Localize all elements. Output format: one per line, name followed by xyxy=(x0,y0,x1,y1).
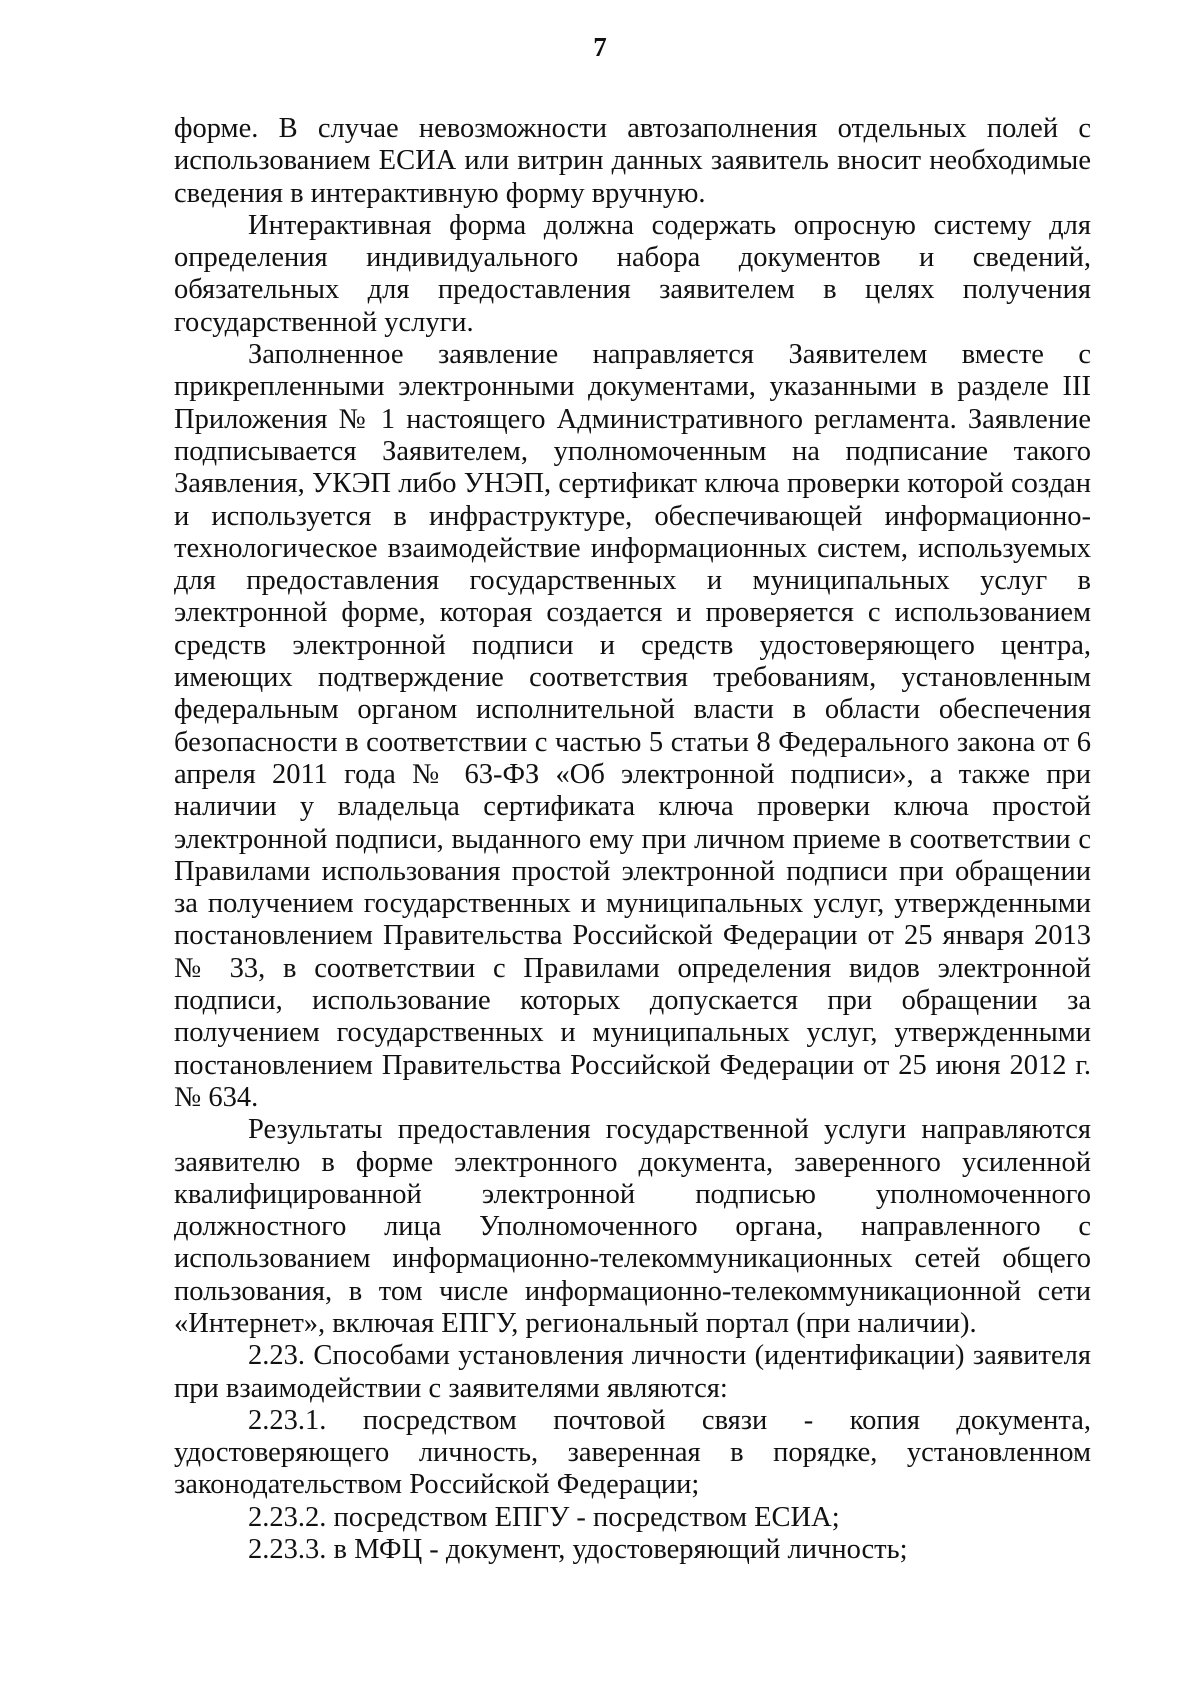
paragraph-results-delivery: Результаты предоставления государственной услуги направляются заявителю в форме электронного документа, заверенного усиленной квалифицированной электронной подписью уполномоченного должностного лица Уполномоченного органа, направленного с использованием информационно-телекоммуникационных сетей общего пользования, в том числе информационно-телекоммуникационной сети «Интернет», включая ЕПГУ, региональный портал (при наличии). xyxy=(174,1114,1091,1339)
page-number: 7 xyxy=(593,32,607,62)
clause-2-23-1: 2.23.1. посредством почтовой связи - копия документа, удостоверяющего личность, заверенная в порядке, установленном законодательством Российской Федерации; xyxy=(174,1404,1091,1501)
clause-2-23-2: 2.23.2. посредством ЕПГУ - посредством ЕСИА; xyxy=(248,1501,840,1533)
paragraph-application-signing: Заполненное заявление направляется Заявителем вместе с прикрепленными электронными документами, указанными в разделе III Приложения № 1 настоящего Административного регламента. Заявление подписывается Заявителем, уполномоченным на подписание такого Заявления, УКЭП либо УНЭП, сертификат ключа проверки которой создан и используется в инфраструктуре, обеспечивающей информационно-технологическое взаимодействие информационных систем, используемых для предоставления государственных и муниципальных услуг в электронной форме, которая создается и проверяется с использованием средств электронной подписи и средств удостоверяющего центра, имеющих подтверждение соответствия требованиям, установленным федеральным органом исполнительной власти в области обеспечения безопасности в соответствии с частью 5 статьи 8 Федерального закона от 6 апреля 2011 года № 63-ФЗ «Об электронной подписи», а также при наличии у владельца сертификата ключа проверки ключа простой электронной подписи, выданного ему при личном приеме в соответствии с Правилами использования простой электронной подписи при обращении за получением государственных и муниципальных услуг, утвержденными постановлением Правительства Российской Федерации от 25 января 2013 № 33, в соответствии с Правилами определения видов электронной подписи, использование которых допускается при обращении за получением государственных и муниципальных услуг, утвержденными постановлением Правительства Российской Федерации от 25 июня 2012 г. № 634. xyxy=(174,339,1091,1113)
paragraph-interactive-form: Интерактивная форма должна содержать опросную систему для определения индивидуального набора документов и сведений, обязательных для предоставления заявителем в целях получения государственной услуги. xyxy=(174,209,1091,338)
paragraph-autofill-continuation: форме. В случае невозможности автозаполнения отдельных полей с использованием ЕСИА или витрин данных заявитель вносит необходимые сведения в интерактивную форму вручную. xyxy=(174,113,1091,209)
document-body xyxy=(174,113,1091,1566)
clause-2-23-3: 2.23.3. в МФЦ - документ, удостоверяющий личность; xyxy=(248,1534,908,1566)
clause-2-23: 2.23. Способами установления личности (идентификации) заявителя при взаимодействии с заявителями являются: xyxy=(174,1340,1091,1404)
